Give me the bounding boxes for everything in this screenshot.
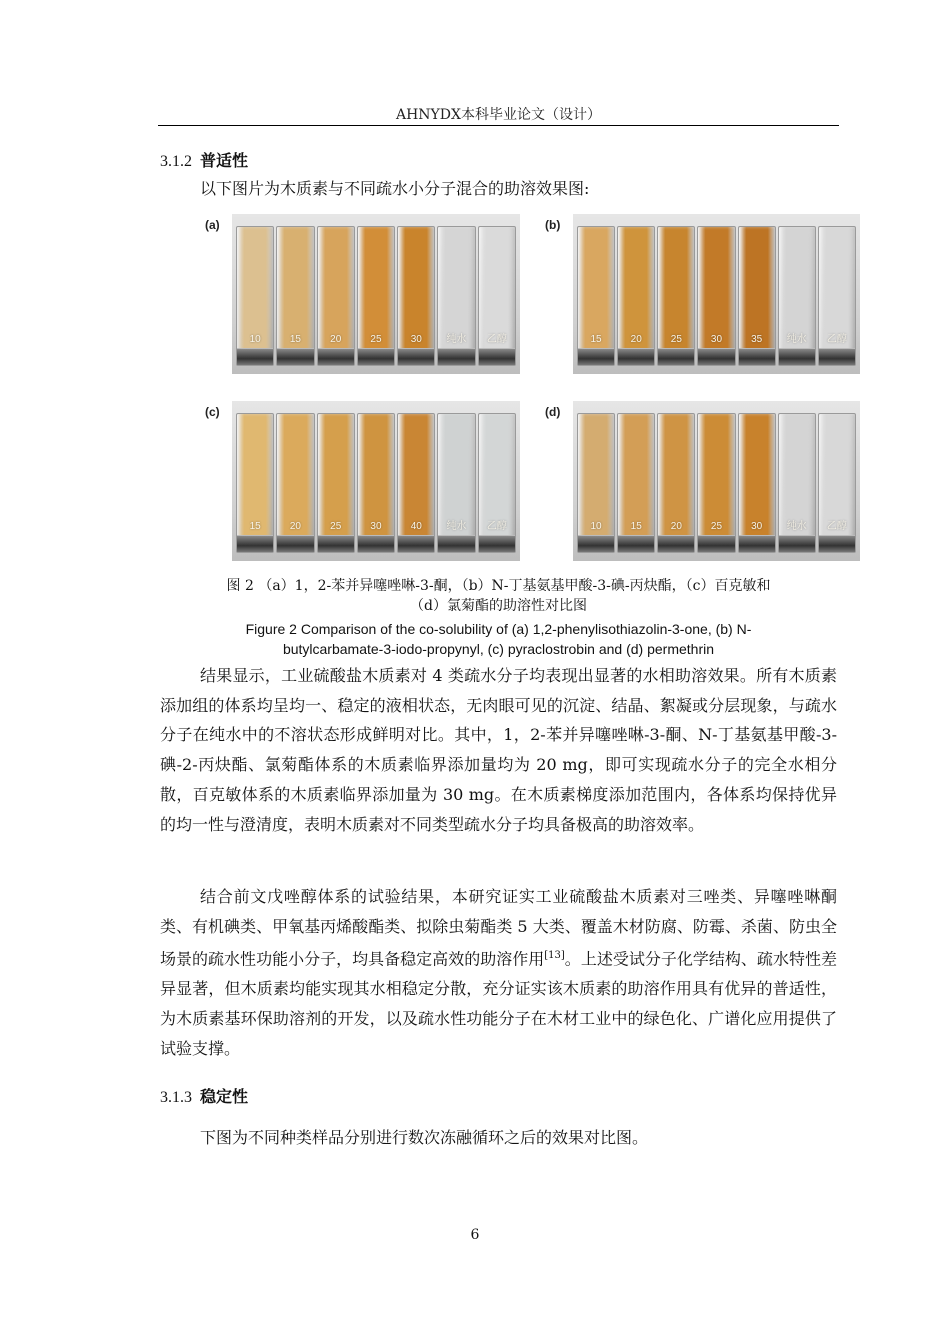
vial <box>478 226 516 366</box>
vial-label: 乙醇 <box>826 521 847 532</box>
vial <box>697 226 735 366</box>
vial <box>657 413 695 553</box>
vial-photo <box>232 214 520 374</box>
section-number: 3.1.2 <box>160 153 192 170</box>
section-title: 普适性 <box>200 151 249 170</box>
vial <box>276 226 314 366</box>
vial-label: 35 <box>751 334 763 345</box>
vial-label: 乙醇 <box>486 521 507 532</box>
vial-label: 30 <box>370 521 382 532</box>
vial <box>397 226 435 366</box>
header-rule <box>158 125 839 126</box>
figure-panel-c <box>205 401 525 561</box>
vial-label: 25 <box>670 334 682 345</box>
vial <box>778 413 816 553</box>
section-heading-3-1-2 <box>160 148 248 171</box>
vial-label: 10 <box>590 521 602 532</box>
vial-label: 纯水 <box>786 521 807 532</box>
paragraph-text: 结合前文戊唑醇体系的试验结果，本研究证实工业硫酸盐木质素对三唑类、异噻唑啉酮类、有机碘类、甲氧基丙烯酸酯类、拟除虫菊酯类 5 大类、覆盖木材防腐、防霉、杀菌、防虫全场景的疏水性功能小分子，均具备稳定高效的助溶作用 <box>160 887 837 969</box>
intro-text: 以下图片为木质素与不同疏水小分子混合的助溶效果图: <box>200 179 590 198</box>
vial <box>577 226 615 366</box>
figure-row-1 <box>205 214 860 374</box>
paragraph-universality <box>160 882 837 1064</box>
vial-label: 纯水 <box>446 334 467 345</box>
vial-label: 25 <box>710 521 723 532</box>
vial <box>818 226 856 366</box>
vial-label: 10 <box>249 334 261 345</box>
vial <box>437 226 475 366</box>
vial-photo <box>232 401 520 561</box>
vial-label: 纯水 <box>446 521 467 532</box>
vial <box>317 226 355 366</box>
caption-en-line-1: Figure 2 Comparison of the co-solubility of (a) 1,2-phenylisothiazolin-3-one, (b) N- <box>245 621 752 637</box>
vial-label: 20 <box>630 334 642 345</box>
vial-label: 15 <box>289 334 301 345</box>
vial <box>437 413 475 553</box>
paragraph-stability-intro: 下图为不同种类样品分别进行数次冻融循环之后的效果对比图。 <box>200 1128 649 1147</box>
vial <box>738 226 776 366</box>
section-heading-3-1-3 <box>160 1084 248 1107</box>
panel-label: (a) <box>205 218 220 232</box>
vial-label: 纯水 <box>786 334 807 345</box>
figure-panel-d <box>545 401 860 561</box>
vial <box>236 413 274 553</box>
vial <box>778 226 816 366</box>
vial <box>478 413 516 553</box>
vial <box>657 226 695 366</box>
vial-label: 20 <box>670 521 682 532</box>
vial-label: 15 <box>590 334 602 345</box>
panel-label: (c) <box>205 405 220 419</box>
vial <box>697 413 735 553</box>
vial <box>617 413 655 553</box>
vial-label: 20 <box>289 521 301 532</box>
vial <box>317 413 355 553</box>
page-number: 6 <box>470 1227 480 1243</box>
caption-cn-line-2: （d）氯菊酯的助溶性对比图 <box>410 598 587 614</box>
vial-label: 15 <box>630 521 642 532</box>
vial <box>617 226 655 366</box>
vial <box>357 226 395 366</box>
vial <box>397 413 435 553</box>
vial-label: 30 <box>710 334 723 345</box>
panel-label: (d) <box>545 405 561 419</box>
paragraph-text-rest: 。上述受试分子化学结构、疏水特性差异显著，但木质素均能实现其水相稳定分散，充分证实该木质素的助溶作用具有优异的普适性，为木质素基环保助溶剂的开发，以及疏水性功能分子在木材工业中的绿色化、广谱化应用提供了试验支撑。 <box>160 949 837 1058</box>
caption-cn-line-1: 图 2 （a）1，2-苯并异噻唑啉-3-酮，（b）N-丁基氨基甲酸-3-碘-丙炔酯，（c）百克敏和 <box>226 578 771 594</box>
figure-panel-b <box>545 214 860 374</box>
figure-panel-a <box>205 214 525 374</box>
vial-label: 乙醇 <box>826 334 847 345</box>
vial-label: 25 <box>370 334 382 345</box>
vial-label: 20 <box>330 334 342 345</box>
vial <box>357 413 395 553</box>
figure-caption-en <box>160 619 837 659</box>
vial <box>818 413 856 553</box>
figure-caption-cn <box>160 576 837 616</box>
vial-label: 15 <box>249 521 261 532</box>
section-number: 3.1.3 <box>160 1089 192 1106</box>
vial <box>236 226 274 366</box>
panel-label: (b) <box>545 218 561 232</box>
vial-label: 25 <box>330 521 342 532</box>
vial <box>577 413 615 553</box>
paragraph-results: 结果显示，工业硫酸盐木质素对 4 类疏水分子均表现出显著的水相助溶效果。所有木质素添加组的体系均呈均一、稳定的液相状态，无肉眼可见的沉淀、结晶、絮凝或分层现象，与疏水分子在纯水中的不溶状态形成鲜明对比。其中，1，2-苯并异噻唑啉-3-酮、N-丁基氨基甲酸-3-碘-2-丙炔酯、氯菊酯体系的木质素临界添加量均为 20 mg，即可实现疏水分子的完全水相分散，百克敏体系的木质素临界添加量为 30 mg。在木质素梯度添加范围内，各体系均保持优异的均一性与澄清度，表明木质素对不同类型疏水分子均具备极高的助溶效率。 <box>160 666 837 834</box>
section-title: 稳定性 <box>200 1087 249 1106</box>
vial-photo <box>573 401 860 561</box>
vial-label: 乙醇 <box>486 334 507 345</box>
vial-label: 40 <box>410 521 422 532</box>
caption-en-line-2: butylcarbamate-3-iodo-propynyl, (c) pyraclostrobin and (d) permethrin <box>282 641 715 657</box>
figure-row-2 <box>205 401 860 561</box>
citation-ref: [13] <box>544 950 565 962</box>
vial <box>738 413 776 553</box>
vial-label: 30 <box>751 521 763 532</box>
vial-label: 30 <box>410 334 422 345</box>
vial-photo <box>573 214 860 374</box>
vial <box>276 413 314 553</box>
running-header: AHNYDX本科毕业论文（设计） <box>395 107 601 123</box>
